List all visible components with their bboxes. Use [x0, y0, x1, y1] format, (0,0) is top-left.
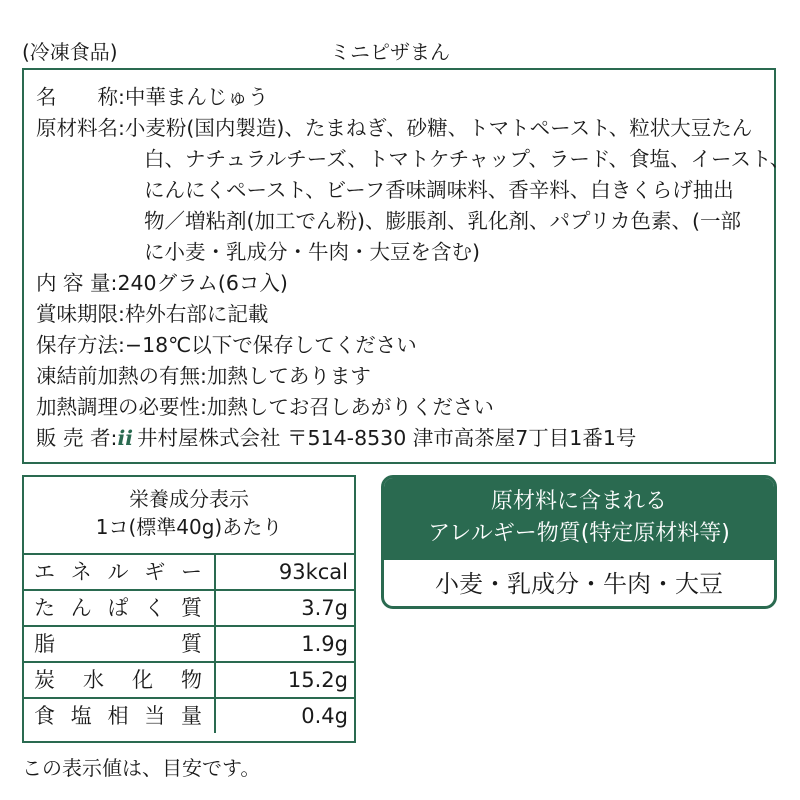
column-divider [214, 591, 216, 625]
content-value: 240グラム(6コ入) [117, 271, 288, 295]
nutrition-row [24, 625, 354, 661]
heated-row [36, 361, 371, 392]
allergen-items: 小麦・乳成分・牛肉・大豆 [435, 570, 723, 598]
seller-row [36, 423, 636, 454]
name-label: 名 称: [36, 85, 125, 109]
company-logo: ii [117, 426, 134, 450]
ingredients-line: に小麦・乳成分・牛肉・大豆を含む) [144, 240, 480, 264]
storage-value: −18℃以下で保存してください [124, 333, 417, 357]
allergen-header [384, 478, 774, 560]
heated-value: 加熱してあります [206, 364, 371, 388]
nutrient-name: 脂 質 [34, 632, 202, 656]
heated-label: 凍結前加熱の有無: [36, 364, 207, 388]
nutrition-row [24, 589, 354, 625]
ingredients-line: 白、ナチュラルチーズ、トマトケチャップ、ラード、食塩、イースト、 [144, 147, 791, 171]
nutrient-value: 93kcal [278, 560, 348, 584]
food-label-box [22, 68, 791, 464]
nutrition-note: この表示値は、目安です。 [22, 756, 261, 780]
storage-label: 保存方法: [36, 333, 125, 357]
allergen-box [381, 475, 777, 609]
nutrient-value: 15.2g [287, 668, 348, 692]
expiry-label: 賞味期限: [36, 302, 125, 326]
nutrition-row [24, 661, 354, 697]
nutrient-name: た ん ぱ く 質 [34, 596, 202, 620]
seller-label: 販 売 者: [36, 426, 118, 450]
ingredients-line: 物／増粘剤(加工でん粉)、膨脹剤、乳化剤、パプリカ色素、(一部 [144, 209, 741, 233]
nutrition-table [22, 475, 356, 743]
nutrition-row [24, 553, 354, 589]
nutrition-title: 栄養成分表示 [129, 487, 249, 511]
column-divider [214, 699, 216, 733]
nutrition-subtitle: 1コ(標準40g)あたり [95, 515, 283, 539]
content-row [36, 268, 288, 299]
cooking-value: 加熱してお召しあがりください [206, 395, 494, 419]
allergen-title: 原材料に含まれる [490, 489, 667, 514]
column-divider [214, 555, 216, 589]
expiry-row [36, 299, 268, 330]
cooking-row [36, 392, 494, 423]
allergen-subtitle: アレルギー物質(特定原材料等) [428, 521, 730, 546]
column-divider [214, 627, 216, 661]
nutrient-name: エ ネ ル ギ ー [34, 560, 202, 584]
expiry-value: 枠外右部に記載 [124, 302, 269, 326]
cooking-label: 加熱調理の必要性: [36, 395, 207, 419]
ingredients-label: 原材料名: [36, 116, 125, 140]
nutrient-name: 食 塩 相 当 量 [34, 704, 202, 728]
name-row [36, 82, 268, 113]
ingredients-line: 小麦粉(国内製造)、たまねぎ、砂糖、トマトペースト、粒状大豆たん [124, 116, 753, 140]
nutrition-row [24, 697, 354, 733]
nutrient-value: 3.7g [301, 596, 348, 620]
product-name: ミニピザまん [330, 40, 450, 64]
nutrient-value: 1.9g [301, 632, 348, 656]
ingredients-row [36, 113, 752, 144]
nutrient-value: 0.4g [301, 704, 348, 728]
category-label: (冷凍食品) [22, 40, 118, 64]
storage-row [36, 330, 417, 361]
seller-value: 井村屋株式会社 〒514-8530 津市高茶屋7丁目1番1号 [137, 426, 637, 450]
ingredients-line: にんにくペースト、ビーフ香味調味料、香辛料、白きくらげ抽出 [144, 178, 734, 202]
name-value: 中華まんじゅう [124, 85, 269, 109]
content-label: 内 容 量: [36, 271, 118, 295]
column-divider [214, 663, 216, 697]
nutrient-name: 炭 水 化 物 [34, 668, 202, 692]
